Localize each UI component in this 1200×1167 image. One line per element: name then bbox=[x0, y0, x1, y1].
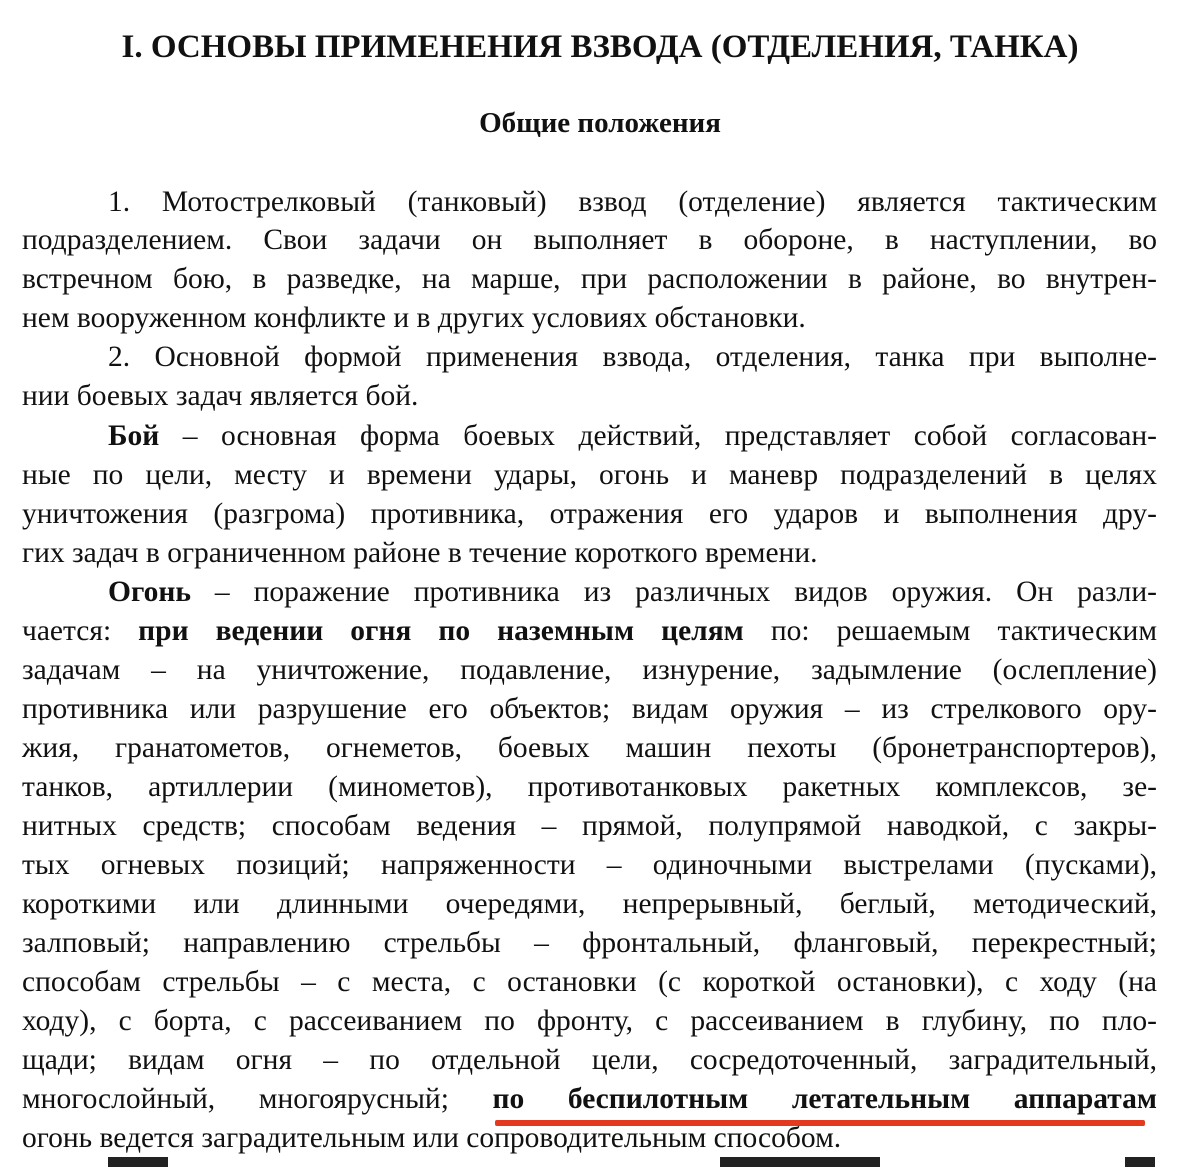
paragraph-line: гих задач в ограниченном районе в течение короткого времени. bbox=[22, 537, 818, 569]
term-boy: Бой bbox=[108, 420, 160, 452]
term-ogon: Огонь bbox=[108, 576, 191, 608]
paragraph-line: огонь ведется заградительным или сопроводительным способом. bbox=[22, 1122, 842, 1154]
paragraph-line: щади; видам огня – по отдельной цели, сосредоточенный, заградительный, bbox=[22, 1044, 1157, 1076]
paragraph-line: ходу), с борта, с рассеиванием по фронту, с рассеиванием в глубину, по пло- bbox=[22, 1005, 1157, 1037]
paragraph-line: танков, артиллерии (минометов), противотанковых ракетных комплексов, зе- bbox=[22, 771, 1157, 803]
paragraph-line: 1. Мотострелковый (танковый) взвод (отделение) является тактическим bbox=[108, 186, 1157, 218]
paragraph-line: жия, гранатометов, огнеметов, боевых машин пехоты (бронетранспортеров), bbox=[22, 732, 1157, 764]
document-title: I. ОСНОВЫ ПРИМЕНЕНИЯ ВЗВОДА (ОТДЕЛЕНИЯ, ТАНКА) bbox=[121, 29, 1079, 65]
paragraph-line: нии боевых задач является бой. bbox=[22, 380, 419, 412]
paragraph-line: встречном бою, в разведке, на марше, при расположении в районе, во внутрен- bbox=[22, 263, 1157, 295]
paragraph-line: уничтожения (разгрома) противника, отражения его ударов и выполнения дру- bbox=[22, 498, 1157, 530]
line-text: чается: bbox=[22, 615, 112, 647]
paragraph-line: противника или разрушение его объектов; видам оружия – из стрелкового ору- bbox=[22, 693, 1157, 725]
paragraph-line: нем вооруженном конфликте и в других условиях обстановки. bbox=[22, 302, 806, 334]
line-text: – основная форма боевых действий, представляет собой согласован- bbox=[182, 420, 1158, 452]
paragraph-line: нитных средств; способам ведения – прямой, полупрямой наводкой, с закры- bbox=[22, 810, 1157, 842]
cutoff-text-fragment bbox=[1125, 1157, 1155, 1167]
paragraph-line: способам стрельбы – с места, с остановки (с короткой остановки), с ходу (на bbox=[22, 966, 1157, 998]
cutoff-text-fragment bbox=[108, 1157, 168, 1167]
term-uav: по беспилотным летательным аппаратам bbox=[492, 1083, 1157, 1115]
paragraph-line: ные по цели, месту и времени удары, огонь и маневр подразделений в целях bbox=[22, 459, 1157, 491]
paragraph-line: короткими или длинными очередями, непрерывный, беглый, методический, bbox=[22, 888, 1157, 920]
cutoff-text-fragment bbox=[720, 1157, 880, 1167]
paragraph-line-boy bbox=[108, 417, 1157, 455]
section-subtitle: Общие положения bbox=[479, 107, 721, 139]
paragraph-line: задачам – на уничтожение, подавление, изнурение, задымление (ослепление) bbox=[22, 654, 1157, 686]
paragraph-line: подразделением. Свои задачи он выполняет в обороне, в наступлении, во bbox=[22, 224, 1157, 256]
term-ground-fire: при ведении огня по наземным целям bbox=[138, 615, 744, 647]
paragraph-line: залповый; направлению стрельбы – фронтальный, фланговый, перекрестный; bbox=[22, 927, 1157, 959]
paragraph-line: тых огневых позиций; напряженности – одиночными выстрелами (пусками), bbox=[22, 849, 1157, 881]
line-text: по: решаемым тактическим bbox=[770, 615, 1158, 647]
line-text: – поражение противника из различных видов оружия. Он разли- bbox=[214, 576, 1157, 608]
paragraph-line-uav bbox=[22, 1080, 1157, 1118]
paragraph-line-ogon bbox=[108, 573, 1157, 611]
paragraph-line: 2. Основной формой применения взвода, отделения, танка при выполне- bbox=[108, 341, 1157, 373]
line-text: многослойный, многоярусный; bbox=[22, 1083, 449, 1115]
paragraph-line-ground-fire bbox=[22, 612, 1157, 650]
